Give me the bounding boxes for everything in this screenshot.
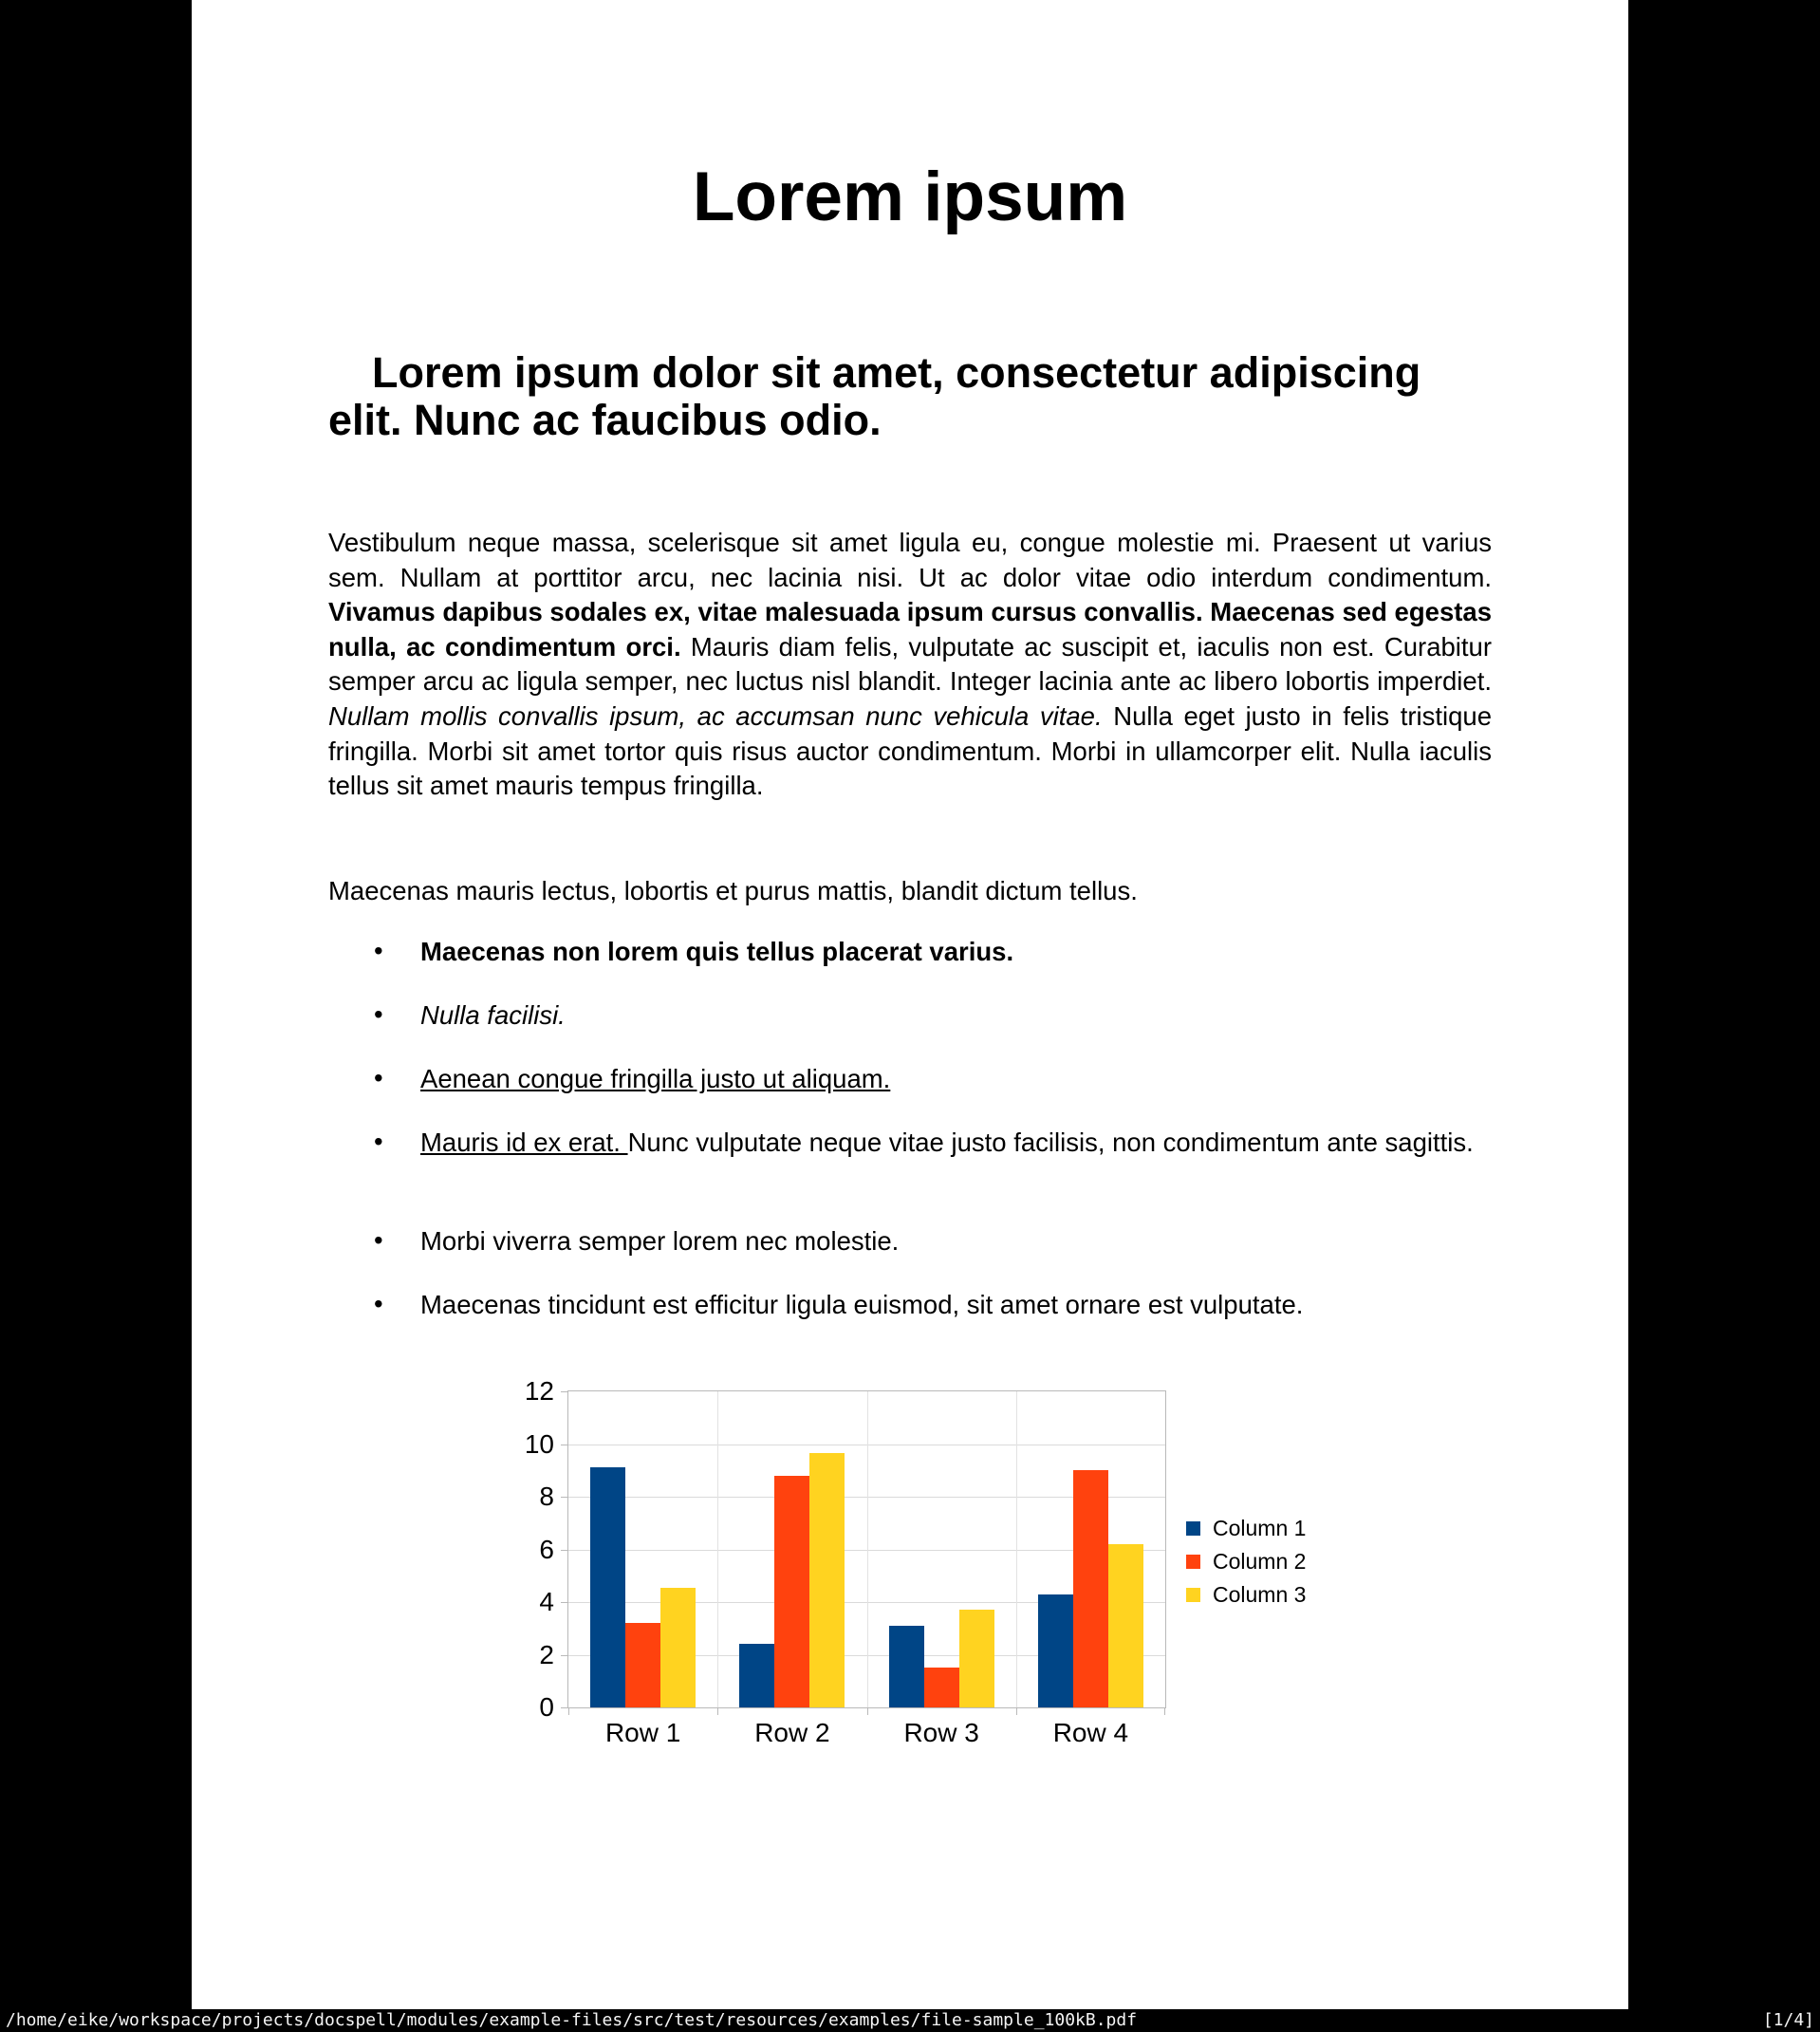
- bullet-icon: •: [374, 1289, 383, 1318]
- legend-color-swatch: [1186, 1555, 1200, 1569]
- gridline: [1016, 1391, 1017, 1707]
- text-segment: Mauris diam felis, vulputate ac suscipit et, iaculis non est. Curabitur semper arcu ac ligula semper, nec luctus nisl blandit. Integer lacinia ante ac libero lobortis imperdiet.: [328, 631, 1492, 697]
- text-segment: Mauris id ex erat.: [420, 1128, 628, 1157]
- list-item: [374, 998, 1636, 1034]
- y-axis-tick: [561, 1602, 568, 1603]
- text-segment: Morbi viverra semper lorem nec molestie.: [420, 1226, 900, 1256]
- bar-column-2-row-2: [774, 1476, 809, 1707]
- bar-column-1-row-4: [1038, 1594, 1073, 1707]
- list-item: [374, 1126, 1636, 1161]
- legend-label: Column 3: [1213, 1582, 1307, 1607]
- file-path: /home/eike/workspace/projects/docspell/modules/example-files/src/test/resources/examples/file-sample_100kB.pdf: [6, 2010, 1138, 2030]
- text-segment: Maecenas non lorem quis tellus placerat varius.: [420, 937, 1014, 966]
- y-axis-label: 0: [539, 1692, 554, 1722]
- bar-column-2-row-4: [1073, 1470, 1108, 1707]
- y-axis-label: 2: [539, 1639, 554, 1669]
- x-axis-tick: [867, 1707, 868, 1715]
- chart-plot: [524, 1376, 1166, 1747]
- statusbar: [0, 2009, 1820, 2032]
- y-axis-tick: [561, 1497, 568, 1498]
- list-item: [374, 1062, 1636, 1097]
- y-axis-tick: [561, 1550, 568, 1551]
- x-axis-label: Row 2: [754, 1718, 830, 1747]
- text-segment: Vestibulum neque massa, scelerisque sit amet ligula eu, congue molestie mi. Praesent ut varius sem. Nullam at porttitor arcu, nec lacinia nisi. Ut ac dolor vitae odio interdum condimentum.: [328, 528, 1492, 592]
- bullet-icon: •: [374, 999, 383, 1029]
- bullet-icon: •: [374, 1127, 383, 1156]
- text-segment: Nunc vulputate neque vitae justo facilisis, non condimentum ante sagittis.: [627, 1128, 1474, 1157]
- bullet-icon: •: [374, 1225, 383, 1255]
- list-item-text: [420, 998, 1490, 1034]
- legend-color-swatch: [1186, 1521, 1200, 1536]
- x-axis-label: Row 3: [903, 1718, 979, 1747]
- y-axis-label: 8: [539, 1482, 554, 1511]
- text-segment: Nullam mollis convallis ipsum, ac accumsan nunc vehicula vitae.: [328, 700, 1103, 731]
- list-item-text: [420, 1126, 1490, 1161]
- text-segment: Nulla facilisi.: [420, 1000, 566, 1030]
- bar-column-1-row-2: [739, 1644, 774, 1707]
- legend-label: Column 1: [1213, 1516, 1307, 1540]
- bar-column-3-row-2: [809, 1453, 845, 1707]
- x-axis-tick: [1164, 1707, 1165, 1715]
- list-item-text: [420, 1062, 1490, 1097]
- list-item-text: [420, 1224, 1490, 1259]
- body-paragraph: Maecenas mauris lectus, lobortis et purus mattis, blandit dictum tellus.: [328, 876, 1138, 905]
- pdf-page[interactable]: [192, 0, 1628, 2009]
- y-axis-label: 6: [539, 1534, 554, 1564]
- x-axis-label: Row 4: [1052, 1718, 1129, 1747]
- page-indicator: [1/4]: [1762, 2010, 1814, 2030]
- x-axis-label: Row 1: [604, 1718, 681, 1747]
- bullet-icon: •: [374, 1063, 383, 1092]
- y-axis-label: 4: [539, 1587, 554, 1616]
- y-axis-tick: [561, 1655, 568, 1656]
- y-axis-tick: [561, 1391, 568, 1392]
- bullet-icon: •: [374, 936, 383, 965]
- gridline: [717, 1391, 718, 1707]
- document-title: Lorem ipsum: [692, 158, 1128, 235]
- legend-item: [1186, 1512, 1306, 1545]
- bar-column-1-row-3: [889, 1626, 924, 1707]
- y-axis-label: 12: [524, 1376, 554, 1406]
- bar-column-3-row-4: [1108, 1544, 1143, 1707]
- document-heading: Lorem ipsum dolor sit amet, consectetur adipiscing elit. Nunc ac faucibus odio.: [328, 348, 1421, 444]
- bar-column-2-row-3: [924, 1668, 959, 1707]
- legend-item: [1186, 1545, 1306, 1578]
- chart-legend: [1186, 1512, 1306, 1612]
- bar-column-2-row-1: [625, 1623, 660, 1707]
- bar-column-3-row-1: [660, 1588, 696, 1707]
- x-axis-tick: [568, 1707, 569, 1715]
- text-segment: Aenean congue fringilla justo ut aliquam.: [420, 1064, 891, 1093]
- gridline: [867, 1391, 868, 1707]
- text-segment: Nulla eget justo in felis tristique fringilla. Morbi sit amet tortor quis risus auctor condimentum. Morbi in ullamcorper elit. Nulla iaculis tellus sit amet mauris tempus fringilla.: [328, 700, 1493, 801]
- bar-column-3-row-3: [959, 1610, 994, 1707]
- legend-item: [1186, 1578, 1306, 1612]
- list-item-text: [420, 1288, 1490, 1323]
- list-item-text: [420, 935, 1490, 970]
- text-segment: Maecenas tincidunt est efficitur ligula euismod, sit amet ornare est vulputate.: [420, 1290, 1304, 1319]
- y-axis-label: 10: [524, 1428, 554, 1459]
- body-paragraph: [328, 526, 1492, 804]
- bar-column-1-row-1: [590, 1467, 625, 1707]
- x-axis-tick: [717, 1707, 718, 1715]
- legend-color-swatch: [1186, 1588, 1200, 1602]
- list-item: [374, 1224, 1636, 1259]
- list-item: [374, 1288, 1636, 1323]
- text-segment: Vivamus dapibus sodales ex, vitae malesuada ipsum cursus convallis. Maecenas sed egestas nulla, ac condimentum orci.: [328, 597, 1492, 662]
- list-item: [374, 935, 1636, 970]
- x-axis-tick: [1016, 1707, 1017, 1715]
- legend-label: Column 2: [1213, 1549, 1307, 1574]
- y-axis-tick: [561, 1707, 568, 1708]
